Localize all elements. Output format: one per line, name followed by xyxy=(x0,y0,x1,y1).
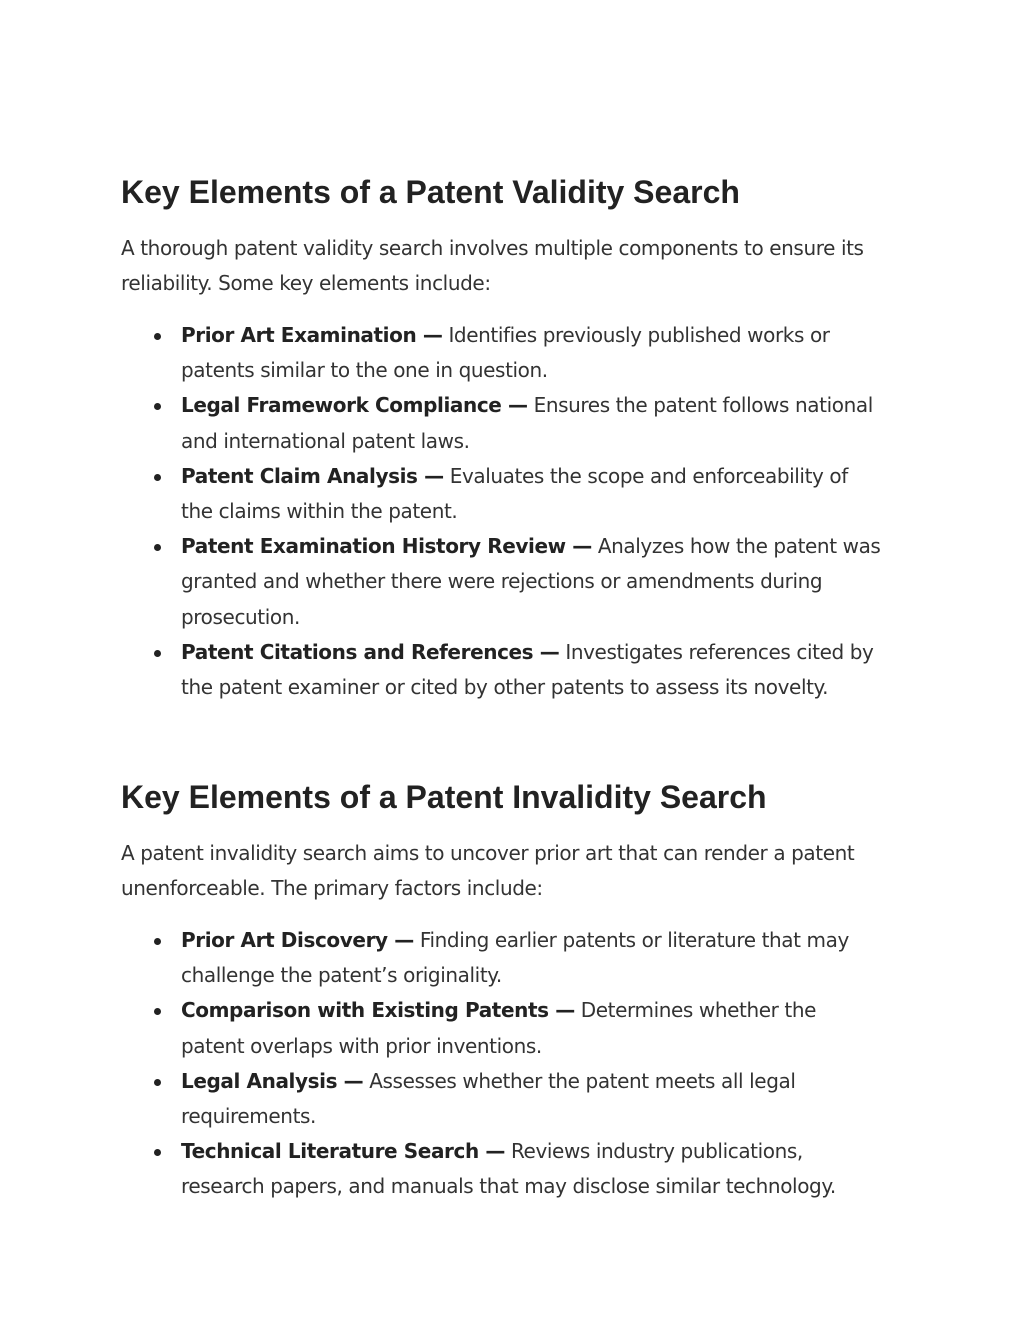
item-text: Finding earlier patents or literature that may challenge the patent’s originality. xyxy=(181,928,849,988)
section-heading: Key Elements of a Patent Invalidity Search xyxy=(121,779,767,815)
item-term: Prior Art Examination — xyxy=(181,323,443,347)
list-item xyxy=(121,635,881,705)
item-text: Identifies previously published works or patents similar to the one in question. xyxy=(181,323,830,383)
list-item xyxy=(121,1134,881,1204)
bullet-icon xyxy=(154,333,161,340)
bullet-icon xyxy=(154,1149,161,1156)
list-item xyxy=(121,529,881,635)
item-term: Legal Framework Compliance — xyxy=(181,393,528,418)
item-term: Prior Art Discovery — xyxy=(181,928,414,952)
bullet-icon xyxy=(154,650,161,657)
item-text: Reviews industry publications, research papers, and manuals that may disclose similar technology. xyxy=(181,1139,836,1199)
item-term: Technical Literature Search — xyxy=(181,1139,505,1164)
item-term: Patent Examination History Review — xyxy=(181,534,592,559)
bullet-icon xyxy=(154,1079,161,1086)
item-text: Evaluates the scope and enforceability of the claims within the patent. xyxy=(181,463,848,524)
item-text: Assesses whether the patent meets all legal requirements. xyxy=(181,1068,796,1129)
item-text: Analyzes how the patent was granted and whether there were rejections or amendments during prosecution. xyxy=(181,534,881,629)
key-elements-list xyxy=(121,318,881,705)
bullet-icon xyxy=(154,938,161,945)
list-item xyxy=(121,993,881,1063)
section-intro: A thorough patent validity search involves multiple components to ensure its reliability. Some key elements include: xyxy=(121,236,864,295)
item-term: Patent Claim Analysis — xyxy=(181,463,444,488)
bullet-icon xyxy=(154,544,161,551)
invalidity-search-section xyxy=(121,775,881,1205)
item-term: Comparison with Existing Patents — xyxy=(181,998,575,1023)
list-item xyxy=(121,1064,881,1134)
item-text: Ensures the patent follows national and international patent laws. xyxy=(181,393,873,453)
list-item xyxy=(121,318,881,388)
validity-search-section xyxy=(121,170,881,705)
section-intro: A patent invalidity search aims to uncover prior art that can render a patent unenforceable. The primary factors include: xyxy=(121,841,855,900)
bullet-icon xyxy=(154,1008,161,1015)
bullet-icon xyxy=(154,403,161,410)
bullet-icon xyxy=(154,474,161,481)
key-elements-list xyxy=(121,923,881,1205)
item-text: Determines whether the patent overlaps with prior inventions. xyxy=(181,998,817,1058)
list-item xyxy=(121,459,881,529)
item-text: Investigates references cited by the patent examiner or cited by other patents to assess its novelty. xyxy=(181,639,874,700)
section-heading: Key Elements of a Patent Validity Search xyxy=(121,174,740,210)
list-item xyxy=(121,388,881,458)
list-item xyxy=(121,923,881,993)
item-term: Patent Citations and References — xyxy=(181,639,560,664)
item-term: Legal Analysis — xyxy=(181,1068,364,1093)
